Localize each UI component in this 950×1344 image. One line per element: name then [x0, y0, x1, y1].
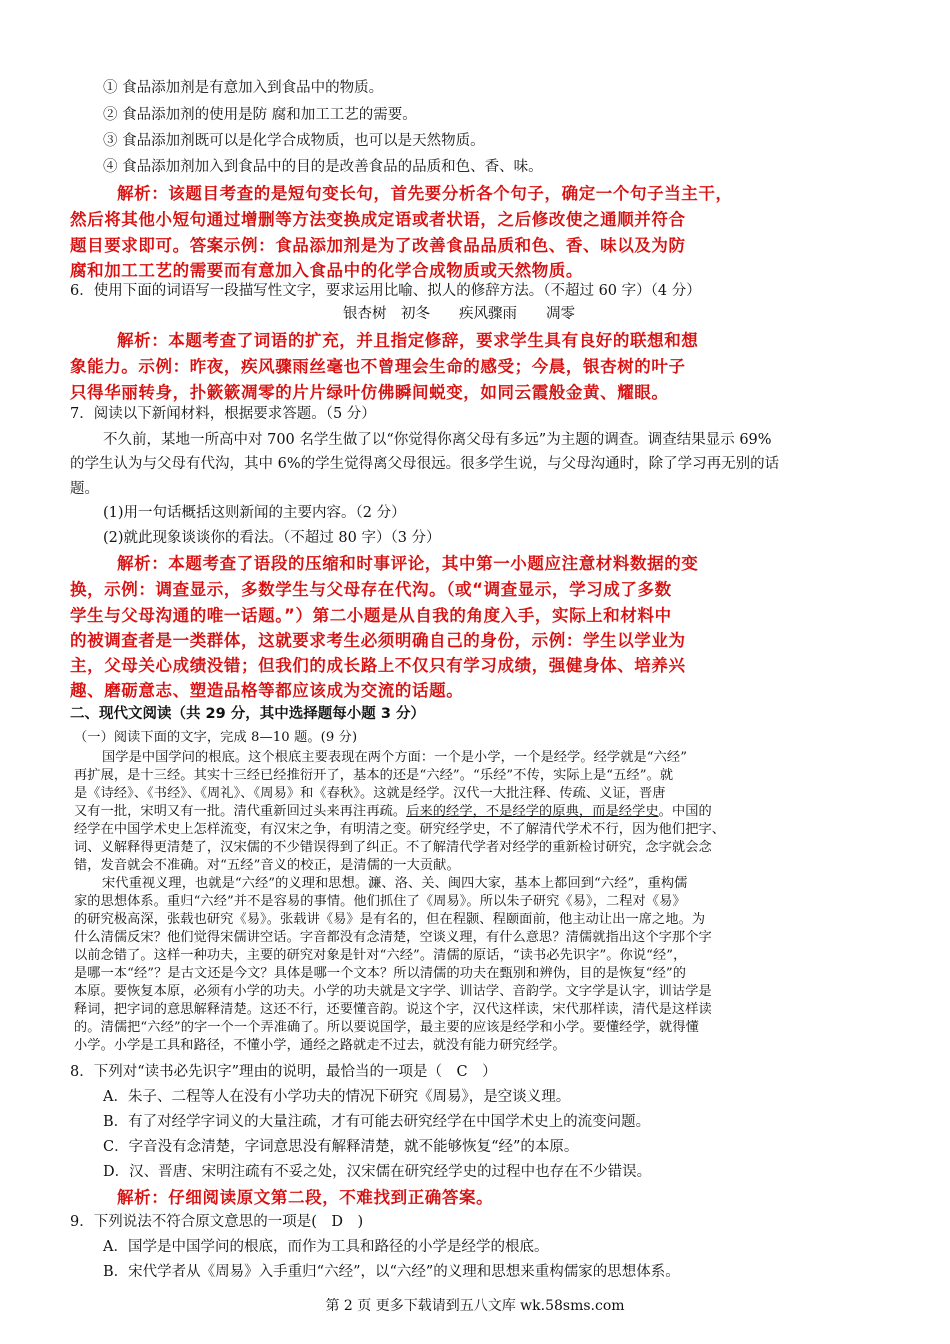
- passage-line: 宋代重视义理，也就是“六经”的义理和思想。濂、洛、关、闽四大家，基本上都回到“六经”，重构儒: [102, 876, 688, 891]
- passage-line: 词、义解释得更清楚了，汉宋儒的不少错误得到了纠正。不了解清代学者对经学的重新检讨研究，念字就会念: [74, 840, 712, 855]
- q7-analysis-line: 换，示例：调查显示，多数学生与父母存在代沟。（或“调查显示，学习成了多数: [70, 580, 672, 599]
- passage-line: 释词，把字词的意思解释清楚。这还不行，还要懂音韵。说这个字，汉代这样读，宋代那样读，清代是这样读: [74, 1002, 712, 1017]
- q6-analysis-line: 象能力。示例：昨夜，疾风骤雨丝毫也不曾理会生命的感受；今晨，银杏树的叶子: [70, 357, 686, 376]
- q6-analysis-line: 解析：本题考查了词语的扩充，并且指定修辞，要求学生具有良好的联想和想: [117, 331, 699, 350]
- passage-line: 是《诗经》、《书经》、《周礼》、《周易》和《春秋》。这就是经学。汉代一大批注释、传疏、义证，晋唐: [74, 786, 666, 801]
- q7-material-line: 不久前，某地一所高中对 700 名学生做了以“你觉得你离父母有多远”为主题的调查。调查结果显示 69%: [103, 432, 772, 448]
- q9-question: 9．下列说法不符合原文意思的一项是( D ): [70, 1214, 364, 1230]
- passage-line: 的研究极高深，张载也研究《易》。张载讲《易》是有名的，但在程颢、程颐面前，他主动让出一席之地。为: [74, 912, 706, 927]
- passage-underlined-text: 后来的经学，不是经学的原典，而是经学史: [406, 804, 659, 819]
- q6-words: 银杏树 初冬 疾风骤雨 凋零: [343, 306, 575, 322]
- q7-material-line: 的学生认为与父母有代沟，其中 6%的学生觉得离父母很远。很多学生说，与父母沟通时，除了学习再无别的话: [70, 456, 780, 472]
- q7-analysis-line: 学生与父母沟通的唯一话题。”）第二小题是从自我的角度入手，实际上和材料中: [70, 606, 672, 625]
- passage-line: 的。清儒把“六经”的字一个一个弄准确了。所以要说国学，最主要的应该是经学和小学。要懂经学，就得懂: [74, 1020, 699, 1035]
- q7-material-line: 题。: [70, 481, 99, 497]
- section-heading: 二、现代文阅读（共 29 分，其中选择题每小题 3 分）: [70, 706, 425, 722]
- q7-analysis-line: 主，父母关心成绩没错；但我们的成长路上不仅只有学习成绩，强健身体、培养兴: [70, 656, 686, 675]
- q5-analysis-line: 然后将其他小短句通过增删等方法变换成定语或者状语，之后修改使之通顺并符合: [70, 210, 686, 229]
- q5-item-1: ① 食品添加剂是有意加入到食品中的物质。: [103, 80, 384, 96]
- q8-option-b: B．有了对经学字词义的大量注疏，才有可能去研究经学在中国学术史上的流变问题。: [103, 1114, 651, 1130]
- q6-analysis-line: 只得华丽转身，扑簌簌凋零的片片绿叶仿佛瞬间蜕变，如同云霞般金黄、耀眼。: [70, 383, 669, 402]
- section-intro: （一）阅读下面的文字，完成 8—10 题。(9 分): [74, 730, 358, 745]
- passage-line: 以前念错了。这样一种功夫，主要的研究对象是针对“六经”。清儒的原话，“读书必先识字”。你说“经”，: [74, 948, 687, 963]
- passage-line: 经学在中国学术史上怎样流变，有汉宋之争，有明清之变。研究经学史，不了解清代学术不行，因为他们把字、: [74, 822, 726, 837]
- passage-line: 国学是中国学问的根底。这个根底主要表现在两个方面：一个是小学，一个是经学。经学就是“六经”: [102, 750, 688, 765]
- q7-analysis-line: 的被调查者是一类群体，这就要求考生必须明确自己的身份，示例：学生以学业为: [70, 631, 686, 650]
- q5-item-3: ③ 食品添加剂既可以是化学合成物质，也可以是天然物质。: [103, 133, 485, 149]
- q7-sub-1: (1)用一句话概括这则新闻的主要内容。（2 分）: [103, 505, 406, 521]
- passage-line: 家的思想体系。重归“六经”并不是容易的事情。他们抓住了《周易》。所以朱子研究《易》，二程对《易》: [74, 894, 686, 909]
- passage-line: 是哪一本“经”？是古文还是今文？具体是哪一个文本？所以清儒的功夫在甄别和辨伪，目的是恢复“经”的: [74, 966, 687, 981]
- q7-question: 7．阅读以下新闻材料，根据要求答题。（5 分）: [70, 406, 376, 422]
- q9-option-b: B．宋代学者从《周易》入手重归“六经”，以“六经”的义理和思想来重构儒家的思想体系。: [103, 1264, 680, 1280]
- passage-line: 再扩展，是十三经。其实十三经已经推衍开了，基本的还是“六经”。“乐经”不传，实际上是“五经”。就: [74, 768, 674, 783]
- q8-option-d: D．汉、晋唐、宋明注疏有不妥之处，汉宋儒在研究经学史的过程中也存在不少错误。: [103, 1164, 652, 1180]
- q5-analysis-line: 题目要求即可。答案示例：食品添加剂是为了改善食品品质和色、香、味以及为防: [70, 236, 686, 255]
- passage-line: [74, 800, 712, 819]
- passage-line: 什么清儒反宋？他们觉得宋儒讲空话。字音都没有念清楚，空谈义理，有什么意思？清儒就指出这个字那个字: [74, 930, 712, 945]
- q5-item-2: ② 食品添加剂的使用是防 腐和加工工艺的需要。: [103, 107, 417, 123]
- q7-analysis-line: 解析：本题考查了语段的压缩和时事评论，其中第一小题应注意材料数据的变: [117, 554, 699, 573]
- q8-option-c: C．字音没有念清楚，字词意思没有解释清楚，就不能够恢复“经”的本原。: [103, 1139, 579, 1155]
- q5-analysis-line: 解析：该题目考查的是短句变长句，首先要分析各个句子，确定一个句子当主干，: [117, 184, 733, 203]
- passage-line: 本原。要恢复本原，必须有小学的功夫。小学的功夫就是文字学、训诂学、音韵学。文字学是认字，训诂学是: [74, 984, 712, 999]
- q8-analysis: 解析：仔细阅读原文第二段，不难找到正确答案。: [117, 1188, 494, 1207]
- q9-option-a: A．国学是中国学问的根底，而作为工具和路径的小学是经学的根底。: [103, 1239, 549, 1255]
- q8-option-a: A．朱子、二程等人在没有小学功夫的情况下研究《周易》，是空谈义理。: [103, 1089, 571, 1105]
- q6-question: 6．使用下面的词语写一段描写性文字，要求运用比喻、拟人的修辞方法。（不超过 60 字）（4 分）: [70, 283, 701, 299]
- q8-question: 8．下列对“读书必先识字”理由的说明，最恰当的一项是（ C ）: [70, 1064, 497, 1080]
- q5-analysis-line: 腐和加工工艺的需要而有意加入食品中的化学合成物质或天然物质。: [70, 261, 583, 280]
- passage-text: 又有一批，宋明又有一批。清代重新回过头来再注再疏。: [74, 804, 407, 819]
- passage-text: 。中国的: [658, 804, 712, 819]
- passage-line: 错，发音就会不准确。对“五经”音义的校正，是清儒的一大贡献。: [74, 858, 460, 873]
- q7-analysis-line: 趣、磨砺意志、塑造品格等都应该成为交流的话题。: [70, 681, 464, 700]
- page-footer: 第 2 页 更多下载请到五八文库 wk.58sms.com: [325, 1298, 625, 1314]
- passage-line: 小学。小学是工具和路径，不懂小学，通经之路就走不过去，就没有能力研究经学。: [74, 1038, 566, 1053]
- q5-item-4: ④ 食品添加剂加入到食品中的目的是改善食品的品质和色、香、味。: [103, 159, 543, 175]
- q7-sub-2: (2)就此现象谈谈你的看法。（不超过 80 字）（3 分）: [103, 530, 441, 546]
